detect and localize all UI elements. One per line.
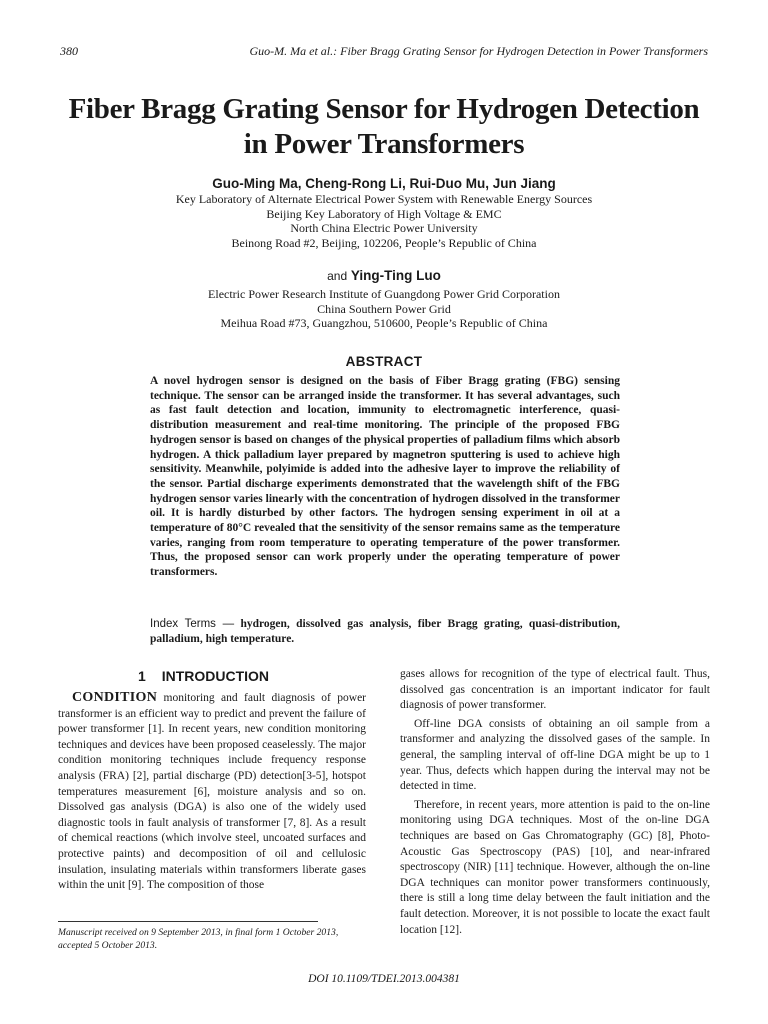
abstract-heading: ABSTRACT	[345, 354, 423, 369]
affiliation-1-line: Beinong Road #2, Beijing, 102206, People’s Republic of China	[231, 235, 537, 250]
page-number: 380	[60, 44, 78, 58]
affiliation-2-line: Meihua Road #73, Guangzhou, 510600, People’s Republic of China	[220, 316, 548, 331]
affiliation-2	[0, 287, 768, 331]
affiliation-1-line: Key Laboratory of Alternate Electrical Power System with Renewable Energy Sources	[175, 192, 593, 206]
index-terms-label: Index Terms —	[150, 618, 235, 630]
intro-paragraph: Off-line DGA consists of obtaining an oil sample from a transformer and analyzing the dissolved gases of the sample. In general, the sampling interval of off-line DGA might be up to 1 year. Thus, defects which happen during the interval may not be detected in time.	[400, 717, 710, 793]
footnote-line: accepted 5 October 2013.	[58, 939, 158, 951]
secondary-author-line	[0, 268, 768, 283]
index-terms	[150, 617, 620, 647]
paper-title	[0, 92, 768, 162]
intro-paragraph: Therefore, in recent years, more attention is paid to the on-line monitoring using DGA techniques. Most of the on-line DGA techniques are based on Gas Chromatography (GC) [8], Photo-Acoustic Gas Spectroscopy (PAS) [10], and near-infrared spectroscopy (NIR) [11] technique. However, although the on-line DGA techniques can monitor power transformers continuously, there is still a long time delay between the fault initiation and the fault detection. Moreover, it is not possible to locate the exact fault location [12].	[400, 798, 710, 936]
footnote-line: Manuscript received on 9 September 2013, in final form 1 October 2013,	[58, 927, 339, 938]
affiliation-2-line: Electric Power Research Institute of Guangdong Power Grid Corporation	[208, 287, 560, 301]
footnote-divider	[58, 921, 318, 922]
intro-paragraph	[58, 690, 366, 894]
intro-paragraph-text: monitoring and fault diagnosis of power transformer is an efficient way to predict and prevent the failure of power transformer [1]. In recent years, new condition monitoring techniques and devices have been proposed ceaselessly. The major condition monitoring techniques include frequency response analysis (FRA) [2], partial discharge (PD) detection[3-5], hotspot temperatures measurement [6], moisture analysis and so on. Dissolved gas analysis (DGA) is also one of the widely used diagnostic tools in fault analysis of transformer [7, 8]. As a result of chemical reactions (which involve steel, uncoated surfaces and protective paints) and decomposition of oil and cellulosic insulation, insulating materials within transformers liberate gases within the unit [9]. The composition of those	[58, 692, 366, 892]
abstract-text: A novel hydrogen sensor is designed on the basis of Fiber Bragg grating (FBG) sensing technique. The sensor can be arranged inside the transformer. It has several advantages, such as fast fault detection and location, immunity to electromagnetic interference, quasi-distribution measurement and real-time monitoring. The principle of the proposed FBG hydrogen sensor is based on changes of the physical properties of palladium films which absorb hydrogen. A thick palladium layer prepared by magnetron sputtering is used to achieve high sensitivity. Meanwhile, polyimide is added into the adhesive layer to improve the reliability of the sensor. Partial discharge experiments demonstrated that the wavelength shift of the FBG hydrogen sensor varies linearly with the concentration of hydrogen dissolved in the transformer oil. It is hardly disturbed by other factors. The hydrogen sensing experiment in oil at a temperature of 80°C revealed that the sensitivity of the sensor remains same as the temperature varies, ranging from room temperature to operating temperature of the power transformer. Thus, the proposed sensor can work properly under the operating temperature of power transformers.	[150, 375, 620, 579]
intro-lead-word: CONDITION	[72, 690, 158, 705]
doi: DOI 10.1109/TDEI.2013.004381	[308, 973, 460, 985]
secondary-author: Ying-Ting Luo	[350, 268, 441, 283]
running-head: Guo-M. Ma et al.: Fiber Bragg Grating Sensor for Hydrogen Detection in Power Transformers	[249, 44, 708, 58]
affiliation-1	[0, 192, 768, 250]
section-heading-introduction	[138, 668, 269, 684]
affiliation-2-line: China Southern Power Grid	[317, 301, 451, 316]
author-conjunction: and	[327, 269, 348, 283]
section-title: INTRODUCTION	[161, 668, 270, 684]
intro-left-column	[58, 690, 366, 894]
primary-authors: Guo-Ming Ma, Cheng-Rong Li, Rui-Duo Mu, Jun Jiang	[212, 176, 556, 191]
affiliation-1-line: North China Electric Power University	[290, 221, 478, 236]
intro-right-column	[400, 667, 710, 938]
title-line-1: Fiber Bragg Grating Sensor for Hydrogen Detection	[68, 93, 700, 125]
title-line-2: in Power Transformers	[243, 128, 525, 160]
section-number: 1	[138, 668, 146, 684]
intro-paragraph: gases allows for recognition of the type of electrical fault. Thus, dissolved gas concentration is an important indicator for fault diagnosis of power transformer.	[400, 668, 710, 712]
manuscript-footnote	[58, 927, 368, 952]
index-terms-list: hydrogen, dissolved gas analysis, fiber Bragg grating, quasi-distribution, palladium, high temperature.	[150, 618, 621, 645]
affiliation-1-line: Beijing Key Laboratory of High Voltage & EMC	[266, 206, 502, 221]
